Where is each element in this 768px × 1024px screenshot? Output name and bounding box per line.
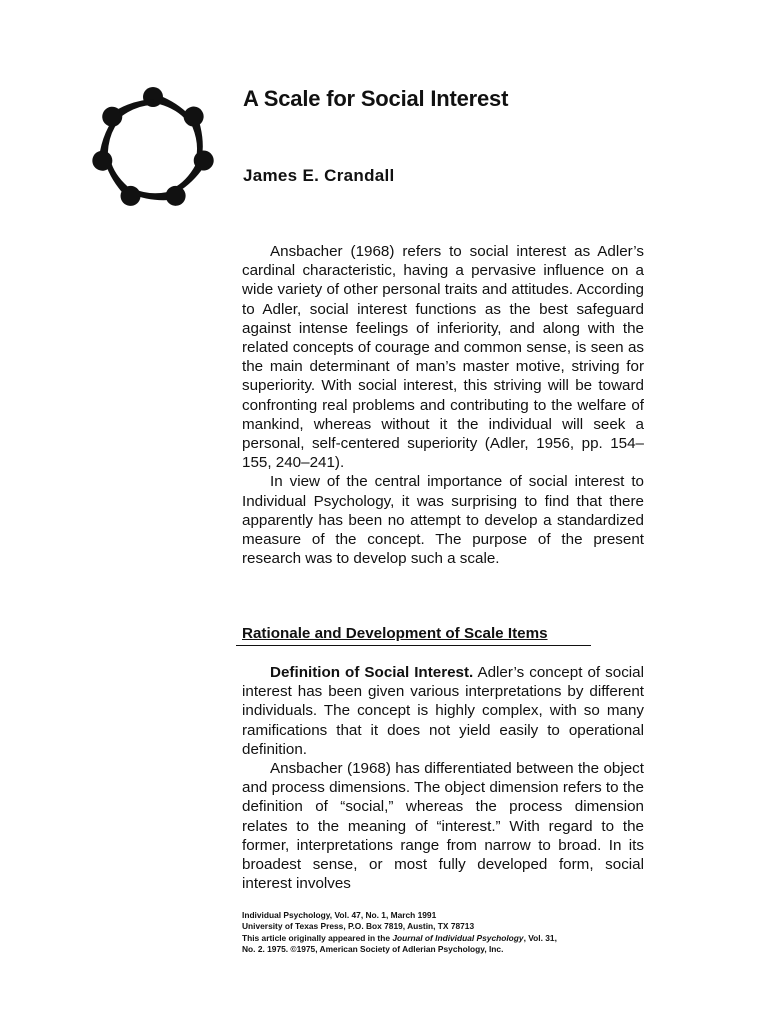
paragraph-4: Ansbacher (1968) has differentiated between the object and process dimensions. The object dimension refers to the definition of “social,” whereas the process dimension relates to the meaning of “interest.” With regard to the former, interpretations range from narrow to broad. In its broadest sense, or most fully developed form, social interest involves <box>242 760 644 893</box>
paragraph-1: Ansbacher (1968) refers to social interest as Adler’s cardinal characteristic, having a pervasive influence on a wide variety of other personal traits and attitudes. According to Adler, social interest functions as the best safeguard against intense feelings of inferiority, and along with the related concepts of courage and common sense, is seen as the main determinant of man’s master motive, striving for superiority. With social interest, this striving will be toward confronting real problems and contributing to the welfare of mankind, whereas without it the individual will seek a personal, self-centered superiority (Adler, 1956, pp. 154–155, 240–241). <box>242 243 644 472</box>
paragraph-3 <box>242 663 644 759</box>
footer-line-3a: This article originally appeared in the <box>242 932 393 943</box>
footer-line-1: Individual Psychology, Vol. 47, No. 1, March 1991 <box>242 910 437 920</box>
paragraph-3-text: Adler’s concept of social interest has been given various interpretations by different individuals. The concept is highly complex, with so many ramifications that it does not yield easily to operational definition. <box>242 664 644 758</box>
footer-journal-name: Journal of Individual Psychology <box>392 932 524 943</box>
section-text <box>242 663 644 893</box>
publication-footer <box>242 910 557 956</box>
paragraph-2: In view of the central importance of social interest to Individual Psychology, it was surprising to find that there apparently has been no attempt to develop a standardized measure of the concept. The purpose of the present research was to develop such a scale. <box>242 473 644 568</box>
journal-logo <box>78 84 228 214</box>
section-heading: Rationale and Development of Scale Items <box>242 625 548 642</box>
footer-line-3b: , Vol. 31, <box>523 932 557 943</box>
section-rule <box>236 645 591 646</box>
run-in-heading: Definition of Social Interest. <box>270 664 474 681</box>
footer-line-4: No. 2. 1975. ©1975, American Society of Adlerian Psychology, Inc. <box>242 944 504 955</box>
footer-line-2: University of Texas Press, P.O. Box 7819, Austin, TX 78713 <box>242 921 475 932</box>
article-title: A Scale for Social Interest <box>243 86 509 111</box>
footer-line-3 <box>242 933 557 944</box>
circle-of-figures-icon <box>78 84 228 214</box>
intro-text <box>242 242 644 568</box>
article-author: James E. Crandall <box>243 166 395 185</box>
